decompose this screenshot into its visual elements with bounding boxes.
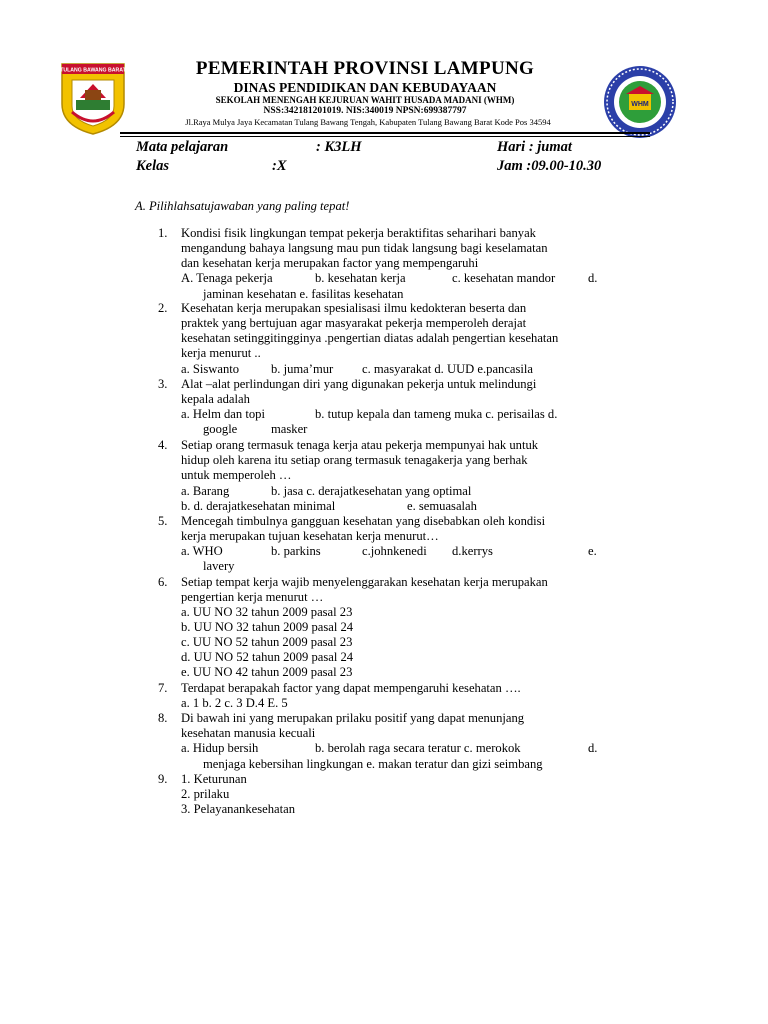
answer-option: b. d. derajatkesehatan minimal [181,499,336,513]
question-text: 2. prilaku [181,787,230,801]
svg-text:TULANG BAWANG BARAT: TULANG BAWANG BARAT [60,67,126,74]
answer-option: a. WHO [181,544,223,558]
question-number: 6. [158,575,168,589]
letterhead-school-name: SEKOLAH MENENGAH KEJURUAN WAHIT HUSADA MADANI (WHM) [215,95,515,105]
time-text: Jam :09.00-10.30 [497,158,602,174]
answer-option: a. UU NO 32 tahun 2009 pasal 23 [181,605,353,619]
answer-option: b. kesehatan kerja [315,271,406,285]
answer-option: d. [588,741,598,755]
question-text: untuk memperoleh … [181,468,292,482]
answer-option: b. tutup kepala dan tameng muka c. perisailas d. [315,407,558,421]
question-text: kesehatan manusia kecuali [181,726,316,740]
answer-option: d. UU NO 52 tahun 2009 pasal 24 [181,650,354,664]
answer-option: c.johnkenedi [362,544,427,558]
question-number: 8. [158,711,168,725]
school-seal-logo [602,64,678,140]
subject-value: : K3LH [316,139,362,155]
question-text: 1. Keturunan [181,772,247,786]
question-text: pengertian kerja menurut … [181,590,324,604]
question-number: 2. [158,301,168,315]
question-number: 4. [158,438,168,452]
answer-option: d. [588,271,598,285]
question-text: Setiap orang termasuk tenaga kerja atau pekerja mempunyai hak untuk [181,438,539,452]
question-number: 9. [158,772,168,786]
question-number: 1. [158,226,168,240]
answer-option: e. [588,544,597,558]
answer-option: b. UU NO 32 tahun 2009 pasal 24 [181,620,354,634]
question-text: Kondisi fisik lingkungan tempat pekerja beraktifitas sehariharі banyak [181,226,536,240]
answer-option: jaminan kesehatan e. fasilitas kesehatan [203,287,404,301]
question-number: 7. [158,681,168,695]
letterhead-rule-thin [120,136,650,137]
answer-option: c. masyarakat d. UUD e.pancasila [362,362,533,376]
answer-option: d.kerrys [452,544,493,558]
answer-option: b. juma’mur [271,362,334,376]
answer-option: masker [271,422,308,436]
answer-option: a. Siswanto [181,362,240,376]
question-text: kerja merupakan tujuan kesehatan kerja menurut… [181,529,439,543]
class-label: Kelas [136,158,170,174]
question-text: Setiap tempat kerja wajib menyelenggarakan kesehatan kerja merupakan [181,575,548,589]
answer-option: b. jasa c. derajatkesehatan yang optimal [271,484,472,498]
answer-option: menjaga kebersihan lingkungan e. makan teratur dan gizi seimbang [203,757,543,771]
question-text: Mencegah timbulnya gangguan kesehatan yang disebabkan oleh kondisi [181,514,546,528]
answer-option: lavery [203,559,235,573]
question-text: Terdapat berapakah factor yang dapat mempengaruhi kesehatan …. [181,681,521,695]
answer-option: b. berolah raga secara teratur c. merokok [315,741,521,755]
question-text: kerja menurut .. [181,346,261,360]
question-text: Kesehatan kerja merupakan spesialisasi ilmu kedokteran beserta dan [181,301,527,315]
svg-text:WHM: WHM [631,101,649,108]
letterhead-address: Jl.Raya Mulya Jaya Kecamatan Tulang Bawang Tengah, Kabupaten Tulang Bawang Barat Kode Pos 34594 [185,117,551,127]
question-text: mengandung bahaya langsung mau pun tidak langsung bagi keselamatan [181,241,548,255]
letterhead-department: DINAS PENDIDIKAN DAN KEBUDAYAAN [233,80,497,95]
question-text: Di bawah ini yang merupakan prilaku positif yang dapat menunjang [181,711,525,725]
class-value: :X [272,158,287,174]
answer-option: b. parkins [271,544,321,558]
answer-option: a. 1 b. 2 c. 3 D.4 E. 5 [181,696,288,710]
day-text: Hari : jumat [497,139,572,155]
answer-option: a. Barang [181,484,230,498]
question-text: hidup oleh karena itu setiap orang termasuk tenagakerja yang berhak [181,453,528,467]
letterhead-school-numbers: NSS:342181201019. NIS:340019 NPSN:699387797 [263,106,467,116]
question-text: Alat –alat perlindungan diri yang digunakan pekerja untuk melindungi [181,377,537,391]
answer-option: e. UU NO 42 tahun 2009 pasal 23 [181,665,353,679]
letterhead-province: PEMERINTAH PROVINSI LAMPUNG [195,58,535,79]
question-text: praktek yang bertujuan agar masyarakat pekerja memperoleh derajat [181,316,527,330]
answer-option: c. UU NO 52 tahun 2009 pasal 23 [181,635,353,649]
question-text: kepala adalah [181,392,250,406]
section-instruction: A. Pilihlahsatujawaban yang paling tepat! [135,199,350,213]
answer-option: A. Tenaga pekerja [181,271,273,285]
answer-option: c. kesehatan mandor [452,271,556,285]
question-text: 3. Pelayanankesehatan [181,802,295,816]
question-text: kesehatan setinggitingginya .pengertian diatas adalah pengertian kesehatan [181,331,559,345]
question-number: 5. [158,514,168,528]
answer-option: a. Helm dan topi [181,407,265,421]
answer-option: e. semuasalah [407,499,477,513]
tulang-bawang-barat-logo [58,60,128,136]
question-text: dan kesehatan kerja merupakan factor yang mempengaruhi [181,256,479,270]
answer-option: google [203,422,238,436]
answer-option: a. Hidup bersih [181,741,259,755]
question-number: 3. [158,377,168,391]
letterhead-rule-thick [120,132,650,134]
subject-label: Mata pelajaran [136,139,229,155]
